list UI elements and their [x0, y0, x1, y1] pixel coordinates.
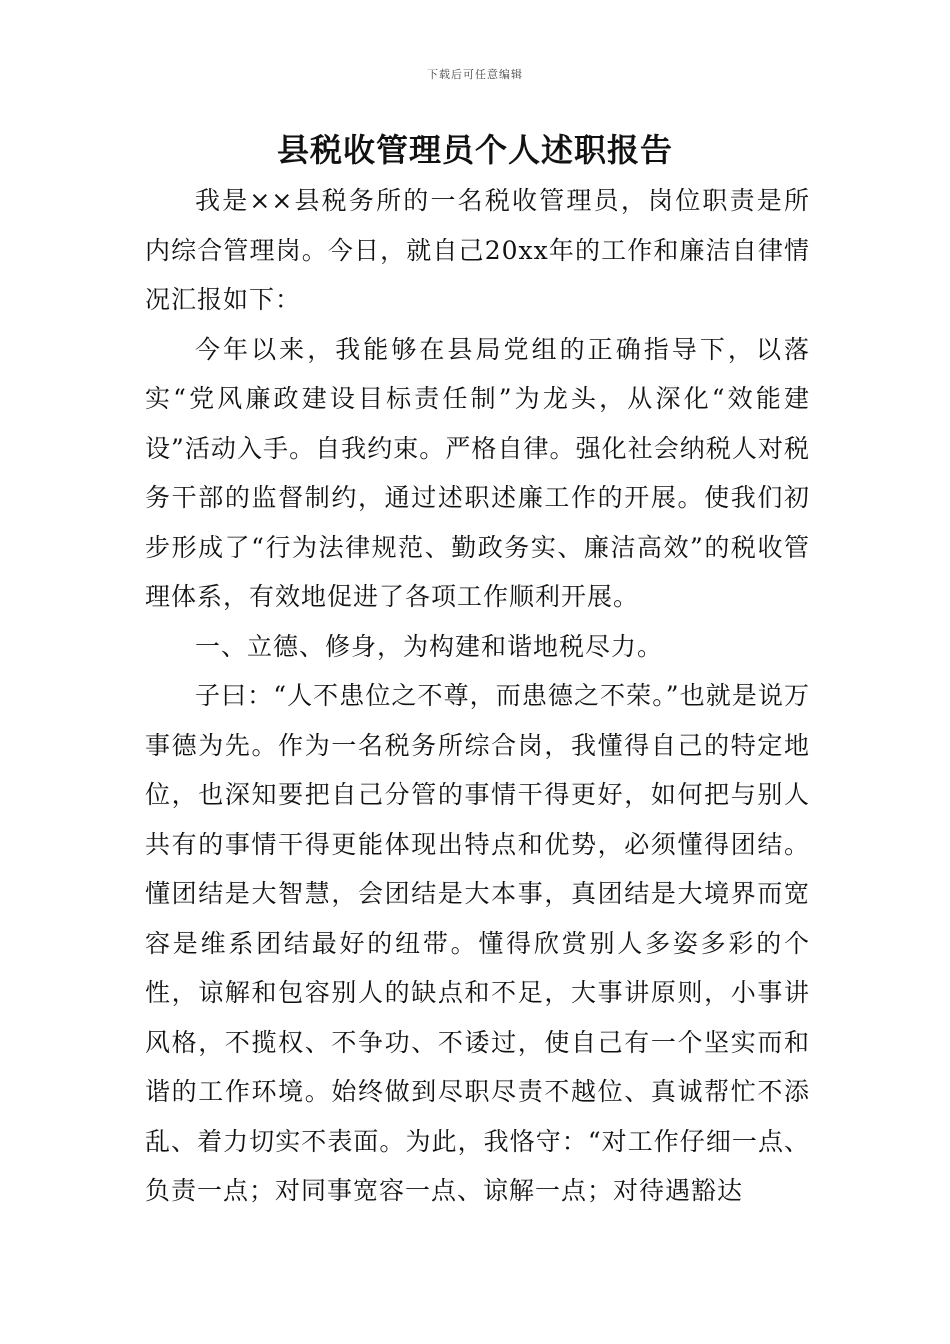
section-heading-1: 一、立德、修身，为构建和谐地税尽力。	[195, 631, 664, 661]
paragraph-section-1: 子曰：“人不患位之不尊，而患德之不荣。”也就是说万事德为先。作为一名税务所综合岗，我懂得自己的特定地位，也深知要把自己分管的事情干得更好，如何把与别人共有的事情干得更能体现出特点和优势，必须懂得团结。懂团结是大智慧，会团结是大本事，真团结是大境界而宽容是维系团结最好的纽带。懂得欣赏别人多姿多彩的个性，谅解和包容别人的缺点和不足，大事讲原则，小事讲风格，不揽权、不争功、不诿过，使自己有一个坚实而和谐的工作环境。始终做到尽职尽责不越位、真诚帮忙不添乱、着力切实不表面。为此，我恪守：“对工作仔细一点、负责一点；对同事宽容一点、谅解一点；对待遇豁达	[145, 681, 810, 1205]
paragraph-overview: 今年以来，我能够在县局党组的正确指导下，以落实“党风廉政建设目标责任制”为龙头，从深化“效能建设”活动入手。自我约束。严格自律。强化社会纳税人对税务干部的监督制约，通过述职述廉工作的开展。使我们初步形成了“行为法律规范、勤政务实、廉洁高效”的税收管理体系，有效地促进了各项工作顺利开展。	[145, 334, 810, 611]
paragraph-intro: 我是××县税务所的一名税收管理员，岗位职责是所内综合管理岗。今日，就自己20xx年的工作和廉洁自律情况汇报如下：	[145, 186, 810, 314]
header-note: 下载后可任意编辑	[427, 68, 523, 81]
document-title: 县税收管理员个人述职报告	[276, 131, 673, 169]
document-body	[145, 176, 810, 1216]
